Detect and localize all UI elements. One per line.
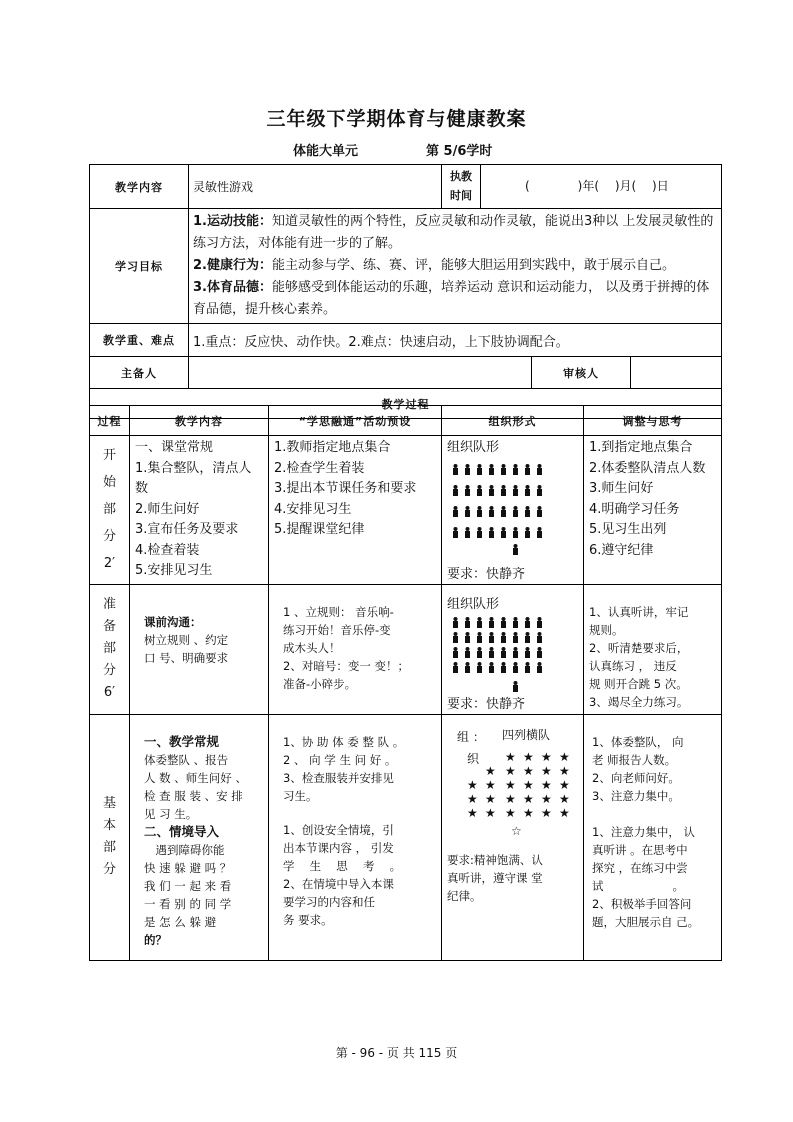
preparer-label: 主备人 bbox=[90, 357, 189, 389]
person-icon bbox=[513, 651, 518, 658]
person-icon bbox=[526, 647, 530, 651]
person-icon bbox=[477, 621, 482, 628]
person-icon bbox=[465, 489, 470, 496]
person-icon bbox=[514, 632, 518, 636]
person-icon bbox=[513, 468, 518, 475]
person-icon bbox=[453, 531, 458, 538]
star-icon: ★ bbox=[559, 777, 570, 792]
start-content: 一、课堂常规 1.集合整队，清点人 数 2.师生问好 3.宣布任务及要求 4.检查着装 5.安排见习生 bbox=[130, 436, 269, 585]
content-label: 教学内容 bbox=[90, 165, 189, 209]
content-value: 灵敏性游戏 bbox=[189, 165, 442, 209]
person-icon bbox=[538, 464, 542, 468]
person-icon bbox=[466, 632, 470, 636]
person-icon bbox=[525, 468, 530, 475]
star-icon: ★ bbox=[523, 763, 534, 778]
person-icon bbox=[490, 464, 494, 468]
star-icon: ★ bbox=[505, 777, 516, 792]
person-icon bbox=[489, 468, 494, 475]
basic-org-requirement: 要求:精神饱满、认 真听讲，遵守课 堂 纪律。 bbox=[447, 852, 543, 903]
person-icon bbox=[478, 464, 482, 468]
star-icon: ★ bbox=[505, 763, 516, 778]
person-icon bbox=[501, 651, 506, 658]
person-icon bbox=[538, 527, 542, 531]
star-icon: ★ bbox=[467, 791, 478, 806]
star-icon: ★ bbox=[485, 805, 496, 820]
person-icon bbox=[454, 617, 458, 621]
person-icon bbox=[537, 531, 542, 538]
org-label-2: 织 bbox=[467, 751, 480, 766]
star-icon: ★ bbox=[559, 763, 570, 778]
person-icon bbox=[526, 527, 530, 531]
person-icon bbox=[466, 527, 470, 531]
col-activity: “学思融通”活动预设 bbox=[269, 406, 442, 436]
star-icon: ★ bbox=[541, 805, 552, 820]
person-icon bbox=[477, 636, 482, 643]
stage-basic: 基 本 部 分 bbox=[90, 714, 130, 960]
person-icon bbox=[513, 548, 518, 555]
basic-reflection: 1、体委整队， 向 老 师报告人数。 2、向老师问好。 3、注意力集中。 1、注意力集中， 认 真听讲 。在思考中 探究 ，在练习中尝 试 。 2、积极举手回答问 题，大胆展示自 己。 bbox=[584, 714, 722, 960]
person-icon bbox=[490, 647, 494, 651]
person-icon bbox=[538, 485, 542, 489]
person-icon bbox=[465, 621, 470, 628]
person-icon bbox=[501, 621, 506, 628]
star-icon: ★ bbox=[523, 791, 534, 806]
star-icon: ★ bbox=[505, 791, 516, 806]
person-icon bbox=[526, 632, 530, 636]
person-icon bbox=[538, 632, 542, 636]
star-icon: ★ bbox=[485, 777, 496, 792]
person-icon bbox=[502, 506, 506, 510]
person-icon bbox=[454, 464, 458, 468]
person-icon bbox=[513, 685, 518, 692]
prepare-organization bbox=[442, 584, 584, 714]
person-icon bbox=[526, 464, 530, 468]
person-icon bbox=[477, 651, 482, 658]
star-icon: ★ bbox=[559, 805, 570, 820]
org-formation-title: 四列横队 bbox=[502, 727, 551, 742]
col-content: 教学内容 bbox=[130, 406, 269, 436]
person-icon bbox=[490, 662, 494, 666]
star-icon: ★ bbox=[559, 791, 570, 806]
person-icon bbox=[478, 485, 482, 489]
person-icon bbox=[490, 506, 494, 510]
person-icon bbox=[454, 632, 458, 636]
person-icon bbox=[466, 662, 470, 666]
learning-goals bbox=[189, 209, 722, 324]
person-icon bbox=[514, 485, 518, 489]
person-icon bbox=[489, 489, 494, 496]
unit-label: 体能大单元 bbox=[293, 144, 359, 159]
person-icon bbox=[478, 527, 482, 531]
star-icon: ★ bbox=[541, 749, 552, 764]
four-row-formation bbox=[447, 727, 578, 841]
goal1-text: 知道灵敏性的两个特性，反应灵敏和动作灵敏，能说出3种以 上发展灵敏性的练习方法，对体能有进一步的了解。 bbox=[193, 214, 714, 251]
teaching-process-table bbox=[89, 405, 722, 961]
person-icon bbox=[502, 527, 506, 531]
person-icon bbox=[477, 489, 482, 496]
org-label-1: 组 ： bbox=[457, 729, 485, 744]
basic-activity: 1、协 助 体 委 整 队 。 2 、 向 学 生 问 好 。 3、检查服装并安排见 习生。 1、创设安全情境，引 出本节课内容 ， 引发 学 生 思 考 。 2、在情境中导入本课 要学习的内容和任 务 要求。 bbox=[269, 714, 442, 960]
star-icon: ★ bbox=[467, 805, 478, 820]
person-icon bbox=[501, 636, 506, 643]
person-icon bbox=[514, 544, 518, 548]
person-icon bbox=[489, 651, 494, 658]
person-icon bbox=[514, 617, 518, 621]
person-icon bbox=[514, 681, 518, 685]
star-icon: ★ bbox=[541, 777, 552, 792]
person-icon bbox=[501, 531, 506, 538]
person-icon bbox=[513, 489, 518, 496]
person-icon bbox=[502, 647, 506, 651]
person-icon bbox=[502, 485, 506, 489]
person-icon bbox=[537, 666, 542, 673]
person-icon bbox=[453, 666, 458, 673]
person-icon bbox=[501, 510, 506, 517]
person-icon bbox=[525, 621, 530, 628]
person-icon bbox=[454, 647, 458, 651]
person-icon bbox=[513, 621, 518, 628]
person-icon bbox=[537, 468, 542, 475]
person-icon bbox=[453, 468, 458, 475]
person-icon bbox=[477, 531, 482, 538]
person-icon bbox=[513, 636, 518, 643]
person-icon bbox=[478, 662, 482, 666]
person-icon bbox=[513, 531, 518, 538]
person-icon bbox=[501, 666, 506, 673]
col-reflect: 调整与思考 bbox=[584, 406, 722, 436]
org-requirement: 要求：快静齐 bbox=[447, 566, 526, 582]
person-icon bbox=[453, 621, 458, 628]
person-icon bbox=[514, 527, 518, 531]
star-icon: ★ bbox=[559, 749, 570, 764]
basic-organization bbox=[442, 714, 584, 960]
person-icon bbox=[465, 636, 470, 643]
prepare-activity: 1 、立规则： 音乐响- 练习开始！音乐停-变 成木头人！ 2、对暗号：变一 变！； 准备-小碎步。 bbox=[269, 584, 442, 714]
person-icon bbox=[513, 510, 518, 517]
person-icon bbox=[466, 485, 470, 489]
person-icon bbox=[489, 531, 494, 538]
person-icon bbox=[538, 617, 542, 621]
org-requirement-2: 要求：快静齐 bbox=[447, 696, 526, 712]
org-title: 组织队形 bbox=[447, 440, 500, 455]
person-icon bbox=[526, 617, 530, 621]
preparer-value bbox=[189, 357, 532, 389]
goals-label: 学习目标 bbox=[90, 209, 189, 324]
person-icon bbox=[453, 510, 458, 517]
person-icon bbox=[465, 510, 470, 517]
person-icon bbox=[477, 666, 482, 673]
reviewer-value bbox=[631, 357, 722, 389]
person-icon bbox=[489, 666, 494, 673]
person-icon bbox=[502, 617, 506, 621]
star-icon: ★ bbox=[467, 777, 478, 792]
document-title: 三年级下学期体育与健康教案 bbox=[266, 108, 527, 130]
person-icon bbox=[537, 510, 542, 517]
person-icon bbox=[514, 647, 518, 651]
key-points-value: 1.重点：反应快、动作快。2.难点：快速启动，上下肢协调配合。 bbox=[189, 324, 722, 357]
star-icon: ★ bbox=[485, 791, 496, 806]
person-icon bbox=[525, 510, 530, 517]
person-icon bbox=[525, 651, 530, 658]
person-icon bbox=[465, 651, 470, 658]
formation-people-icon-2 bbox=[451, 615, 551, 695]
person-icon bbox=[454, 485, 458, 489]
person-icon bbox=[489, 636, 494, 643]
goal2-head: 2.健康行为： bbox=[193, 258, 272, 273]
person-icon bbox=[526, 506, 530, 510]
person-icon bbox=[514, 464, 518, 468]
person-icon bbox=[489, 510, 494, 517]
prepare-content: 课前沟通： 树立规则 、约定 口 号、明确要求 bbox=[130, 584, 269, 714]
person-icon bbox=[526, 485, 530, 489]
person-icon bbox=[526, 662, 530, 666]
person-icon bbox=[538, 506, 542, 510]
reviewer-label: 审核人 bbox=[532, 357, 631, 389]
lesson-number: 第 5/6学时 bbox=[426, 144, 493, 159]
person-icon bbox=[478, 647, 482, 651]
stage-prepare: 准 备 部 分 6′ bbox=[90, 584, 130, 714]
person-icon bbox=[465, 468, 470, 475]
formation-people-icon bbox=[451, 462, 551, 558]
person-icon bbox=[502, 662, 506, 666]
person-icon bbox=[478, 632, 482, 636]
person-icon bbox=[502, 632, 506, 636]
star-icon: ★ bbox=[523, 777, 534, 792]
person-icon bbox=[489, 621, 494, 628]
person-icon bbox=[537, 651, 542, 658]
star-icon: ★ bbox=[523, 805, 534, 820]
goal1-head: 1.运动技能： bbox=[193, 214, 272, 229]
star-icon: ★ bbox=[505, 805, 516, 820]
person-icon bbox=[501, 468, 506, 475]
person-icon bbox=[513, 666, 518, 673]
person-icon bbox=[466, 506, 470, 510]
star-icon: ★ bbox=[523, 749, 534, 764]
person-icon bbox=[525, 636, 530, 643]
start-activity: 1.教师指定地点集合 2.检查学生着装 3.提出本节课任务和要求 4.安排见习生 5.提醒课堂纪律 bbox=[269, 436, 442, 585]
basic-content: 一、教学常规 体委整队 、报告 人 数 、师生问好 、 检 查 服 装 、安 排 见 习 生。 二、情境导入 遇到障碍你能 快 速 躲 避 吗 ？ 我 们 一 起 来 看 一 看 别 的 同 学 是 怎 么 躲 避 的？ bbox=[130, 714, 269, 960]
process-section-title: 教学过程 bbox=[90, 389, 722, 419]
person-icon bbox=[465, 666, 470, 673]
person-icon bbox=[454, 527, 458, 531]
lesson-info-table bbox=[89, 164, 722, 419]
person-icon bbox=[537, 621, 542, 628]
person-icon bbox=[514, 506, 518, 510]
stage-start: 开 始 部 分 2′ bbox=[90, 436, 130, 585]
person-icon bbox=[466, 617, 470, 621]
person-icon bbox=[466, 647, 470, 651]
person-icon bbox=[477, 468, 482, 475]
time-value: ( )年( )月( )日 bbox=[525, 179, 669, 193]
goal3-head: 3.体育品德： bbox=[193, 280, 272, 295]
start-reflection: 1.到指定地点集合 2.体委整队清点人数 3.师生问好 4.明确学习任务 5.见习生出列 6.遵守纪律 bbox=[584, 436, 722, 585]
page-footer: 第 - 96 - 页 共 115 页 bbox=[335, 1046, 458, 1060]
person-icon bbox=[477, 510, 482, 517]
person-icon bbox=[453, 489, 458, 496]
person-icon bbox=[453, 651, 458, 658]
col-stage: 过程 bbox=[90, 406, 130, 436]
person-icon bbox=[490, 527, 494, 531]
person-icon bbox=[465, 531, 470, 538]
person-icon bbox=[490, 632, 494, 636]
person-icon bbox=[478, 617, 482, 621]
person-icon bbox=[454, 506, 458, 510]
prepare-reflection: 1、认真听讲，牢记 规则。 2、听清楚要求后， 认真练习 ， 违反 规 则开合跳 5 次。 3、竭尽全力练习。 bbox=[584, 584, 722, 714]
person-icon bbox=[514, 662, 518, 666]
person-icon bbox=[538, 662, 542, 666]
person-icon bbox=[478, 506, 482, 510]
person-icon bbox=[537, 636, 542, 643]
teacher-star-icon: ☆ bbox=[511, 823, 522, 838]
person-icon bbox=[525, 666, 530, 673]
star-icon: ★ bbox=[485, 763, 496, 778]
person-icon bbox=[490, 617, 494, 621]
star-icon: ★ bbox=[505, 749, 516, 764]
person-icon bbox=[454, 662, 458, 666]
person-icon bbox=[490, 485, 494, 489]
person-icon bbox=[502, 464, 506, 468]
person-icon bbox=[537, 489, 542, 496]
time-label: 执教 时间 bbox=[442, 165, 481, 208]
goal2-text: 能主动参与学、练、赛、评，能够大胆运用到实践中，敢于展示自己。 bbox=[271, 258, 675, 273]
star-icon: ★ bbox=[541, 763, 552, 778]
start-organization bbox=[442, 436, 584, 585]
person-icon bbox=[525, 531, 530, 538]
person-icon bbox=[466, 464, 470, 468]
org-title-2: 组织队形 bbox=[447, 596, 500, 612]
person-icon bbox=[525, 489, 530, 496]
key-points-label: 教学重、难点 bbox=[90, 324, 189, 357]
star-icon: ★ bbox=[541, 791, 552, 806]
col-org: 组织形式 bbox=[442, 406, 584, 436]
person-icon bbox=[501, 489, 506, 496]
person-icon bbox=[538, 647, 542, 651]
person-icon bbox=[453, 636, 458, 643]
goal3-text: 能够感受到体能运动的乐趣，培养运动 意识和运动能力， 以及勇于拼搏的体育品德，提升核心素养。 bbox=[193, 280, 710, 317]
